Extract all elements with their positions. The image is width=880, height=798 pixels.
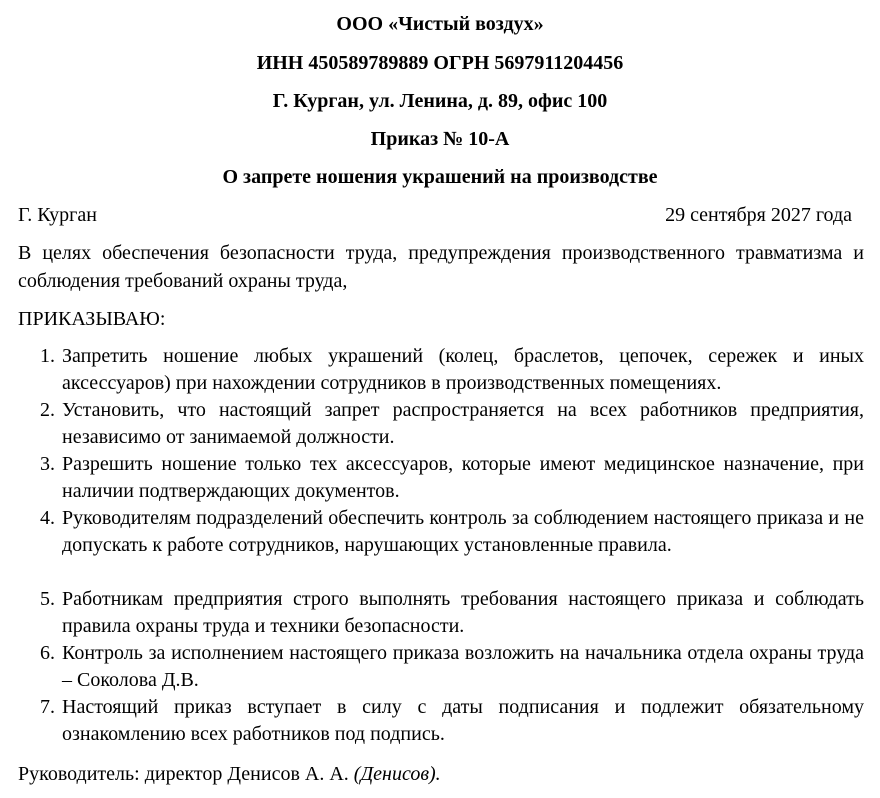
item-text: Работникам предприятия строго выполнять требования настоящего приказа и соблюдать правила охраны труда и техники безопасности. [62, 588, 864, 637]
order-item [40, 343, 864, 397]
signature-label: Руководитель: директор Денисов А. А. [18, 763, 349, 785]
order-date: 29 сентября 2027 года [665, 204, 852, 226]
item-text: Установить, что настоящий запрет распространяется на всех работников предприятия, независимо от занимаемой должности. [62, 399, 864, 448]
order-command: ПРИКАЗЫВАЮ: [18, 308, 166, 330]
item-number: 4. [40, 507, 55, 529]
item-text: Настоящий приказ вступает в силу с даты подписания и подлежит обязательному ознакомлению всех работников под подпись. [62, 696, 864, 745]
item-number: 6. [40, 642, 55, 664]
order-item [40, 397, 864, 451]
order-title: Приказ № 10-А [370, 128, 510, 150]
company-requisites: ИНН 450589789889 ОГРН 5697911204456 [256, 52, 624, 74]
preamble-paragraph: В целях обеспечения безопасности труда, предупреждения производственного травматизма и соблюдения требований охраны труда, [18, 242, 864, 292]
company-name: ООО «Чистый воздух» [336, 13, 544, 35]
signature-line [18, 762, 441, 786]
item-number: 3. [40, 453, 55, 475]
order-subject: О запрете ношения украшений на производстве [222, 166, 658, 188]
order-item [40, 505, 864, 559]
item-number: 7. [40, 696, 55, 718]
item-number: 2. [40, 399, 55, 421]
order-item [40, 586, 864, 640]
signature-name: (Денисов). [353, 763, 441, 785]
order-item [40, 640, 864, 694]
order-city: Г. Курган [18, 204, 97, 226]
item-text: Разрешить ношение только тех аксессуаров, которые имеют медицинское назначение, при наличии подтверждающих документов. [62, 453, 864, 502]
order-item [40, 694, 864, 748]
item-text: Запретить ношение любых украшений (колец, браслетов, цепочек, сережек и иных аксессуаров) при нахождении сотрудников в производственных помещениях. [62, 345, 864, 394]
item-text: Руководителям подразделений обеспечить контроль за соблюдением настоящего приказа и не допускать к работе сотрудников, нарушающих установленные правила. [62, 507, 864, 556]
item-number: 1. [40, 345, 55, 367]
item-number: 5. [40, 588, 55, 610]
item-text: Контроль за исполнением настоящего приказа возложить на начальника отдела охраны труда – Соколова Д.В. [62, 642, 864, 691]
company-address: Г. Курган, ул. Ленина, д. 89, офис 100 [272, 90, 608, 112]
order-item [40, 451, 864, 505]
